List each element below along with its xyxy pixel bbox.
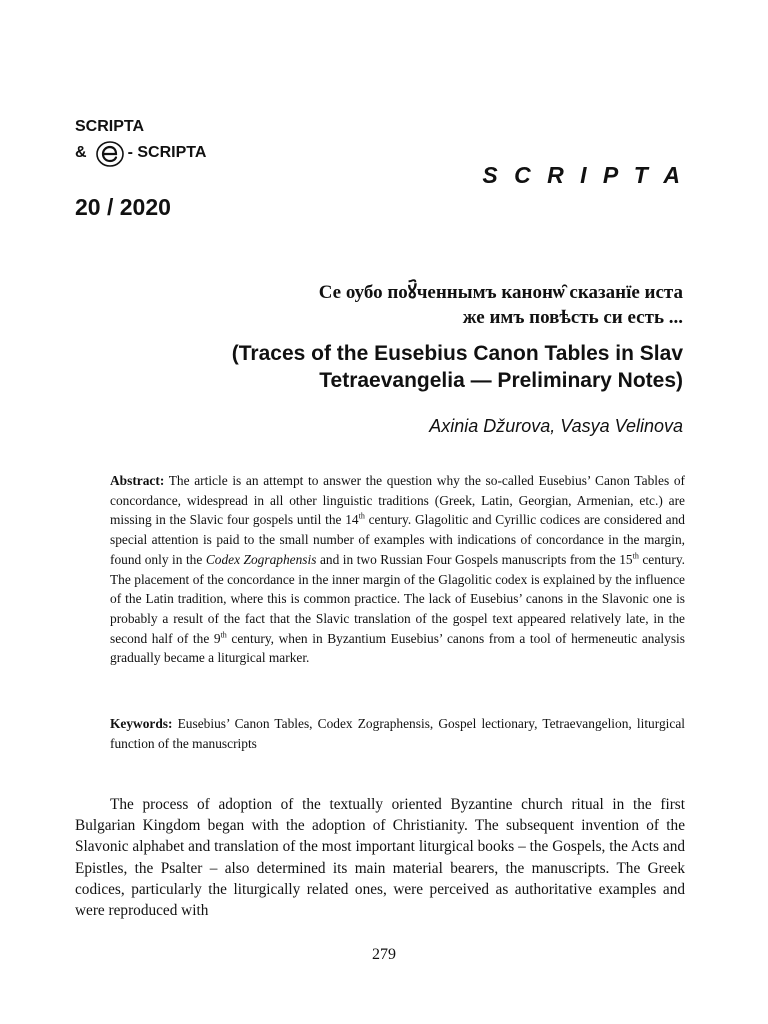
abstract-text-5: century, when in Byzantium Eusebius’ canons from a tool of hermeneutic analysis gradually became a liturgical marker. bbox=[110, 630, 685, 666]
body-paragraph: The process of adoption of the textually oriented Byzantine church ritual in the first Bulgarian Kingdom began with the adoption of Christianity. The subsequent invention of the Slavonic alphabet and translation of the most important liturgical books – the Gospels, the Acts and Epistles, the Psalter – also determined its main material bearers, the manuscripts. The Greek codices, particularly the liturgically related ones, were perceived as authoritative examples and were reproduced with bbox=[75, 796, 685, 920]
abstract bbox=[110, 471, 685, 668]
slavonic-title bbox=[319, 280, 683, 330]
abstract-codex-name: Codex Zographensis bbox=[205, 551, 317, 567]
masthead-line-1 bbox=[75, 114, 206, 140]
page-number: 279 bbox=[372, 946, 396, 963]
keywords-text: Eusebius’ Canon Tables, Codex Zographensis, Gospel lectionary, Tetraevangelion, liturgical function of the manuscripts bbox=[110, 716, 685, 751]
abstract-text-1: The article is an attempt to answer the question why the so-called Eusebius’ Canon Tables of concordance, widespread in all other linguistic traditions (Greek, Latin, Georgian, Armenian, etc.) are missing in the Slavic four gospels until the 14 bbox=[110, 473, 685, 528]
masthead-ampersand: & bbox=[75, 144, 87, 161]
abstract-text-2: century. Glagolitic and Cyrillic codices are considered and special attention is paid to the small number of examples with indications of concordance in the margin, found only in the bbox=[110, 512, 686, 567]
body-text bbox=[75, 794, 685, 921]
abstract-text-4: century. The placement of the concordance in the inner margin of the Glagolitic codex is explained by the influence of the Latin tradition, where this is common practice. The lack of Eusebius’ canons in the Slavonic one is probably a result of the fact that the Slavic translation of the gospel text appeared relatively late, in the second half of the 9 bbox=[110, 551, 685, 646]
journal-title: S C R I P T A bbox=[482, 162, 685, 188]
article-title-line-1: (Traces of the Eusebius Canon Tables in Slav bbox=[231, 342, 683, 365]
article-authors: Axinia Džurova, Vasya Velinova bbox=[429, 416, 683, 436]
slavonic-title-line-1: Се оубо поꙋ҄ченнымъ канонѡ̑ сказанїе иста bbox=[318, 282, 683, 303]
e-logo-icon bbox=[95, 139, 125, 167]
masthead-e-scripta: - SCRIPTA bbox=[127, 144, 207, 161]
keywords-label: Keywords: bbox=[110, 716, 173, 731]
issue-number: 20 / 2020 bbox=[75, 194, 171, 220]
article-title bbox=[83, 340, 683, 394]
slavonic-title-line-2: же имъ повѣсть си есть ... bbox=[462, 307, 683, 328]
abstract-sup-1: th bbox=[358, 511, 365, 521]
masthead-scripta: SCRIPTA bbox=[75, 118, 145, 135]
abstract-text-3: and in two Russian Four Gospels manuscripts from the 15 bbox=[316, 551, 633, 567]
journal-masthead bbox=[75, 114, 206, 166]
abstract-sup-3: th bbox=[220, 630, 227, 640]
article-title-line-2: Tetraevangelia — Preliminary Notes) bbox=[319, 369, 683, 392]
abstract-sup-2: th bbox=[632, 551, 639, 561]
masthead-line-2 bbox=[75, 140, 206, 166]
keywords bbox=[110, 714, 685, 753]
abstract-label: Abstract: bbox=[110, 473, 165, 488]
